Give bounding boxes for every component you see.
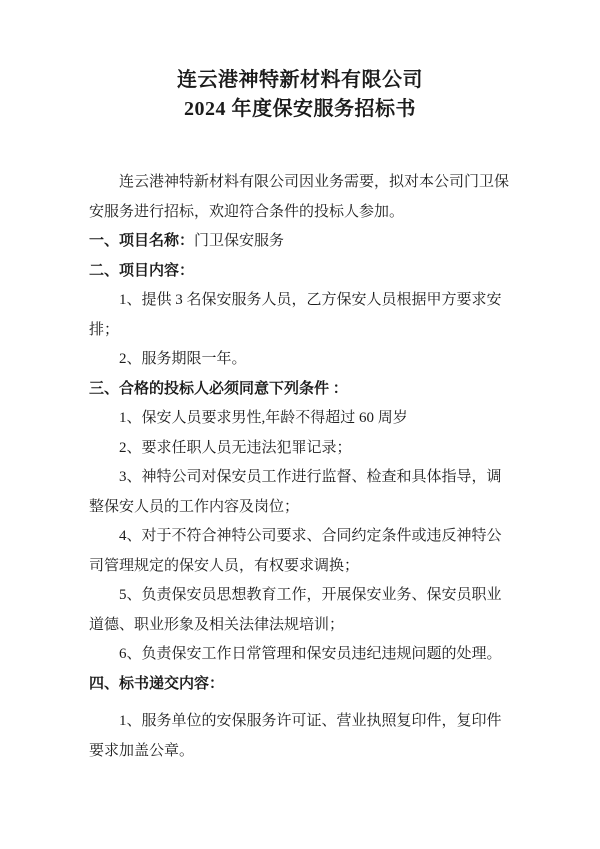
text-line (89, 286, 512, 316)
document-title-line1: 连云港神特新材料有限公司 (177, 69, 423, 91)
text-run: 4、对于不符合神特公司要求、合同约定条件或违反神特公 (119, 528, 502, 544)
document-title-line2: 2024 年度保安服务招标书 (184, 98, 416, 120)
section-heading-run: 三、合格的投标人必须同意下列条件 ： (89, 380, 348, 397)
text-line (89, 227, 512, 257)
text-line (89, 345, 512, 375)
text-run: 排； (89, 321, 120, 338)
text-run: 安服务进行招标，欢迎符合条件的投标人参加。 (89, 203, 405, 220)
text-run: 要求加盖公章。 (89, 742, 195, 759)
text-run: 1、保安人员要求男性,年龄不得超过 60 周岁 (119, 410, 408, 426)
text-run: 6、负责保安工作日常管理和保安员违纪违规问题的处理。 (119, 646, 502, 662)
section-heading-run: 一、项目名称： (89, 233, 195, 249)
text-run: 2、服务期限一年。 (119, 351, 247, 367)
text-run: 5、负责保安员思想教育工作，开展保安业务、保安员职业 (119, 587, 502, 603)
text-line (89, 707, 512, 737)
text-line (89, 168, 512, 198)
text-run: 2、要求任职人员无违法犯罪记录； (119, 439, 352, 456)
text-run: 门卫保安服务 (194, 233, 285, 249)
text-line (89, 493, 512, 523)
text-line (89, 404, 512, 434)
document-title (0, 0, 600, 124)
text-line (89, 522, 512, 552)
section-heading-run: 二、项目内容： (89, 262, 195, 279)
text-run: 3、神特公司对保安员工作进行监督、检查和具体指导，调 (119, 469, 502, 485)
text-run: 1、提供 3 名保安服务人员，乙方保安人员根据甲方要求安 (119, 292, 502, 308)
text-line (89, 375, 512, 405)
text-line (89, 463, 512, 493)
text-line (89, 198, 512, 228)
text-line (89, 670, 512, 700)
text-line (89, 611, 512, 641)
text-line (89, 257, 512, 287)
text-run: 司管理规定的保安人员，有权要求调换； (89, 557, 360, 574)
text-line (89, 581, 512, 611)
text-run: 整保安人员的工作内容及岗位； (89, 498, 300, 515)
text-line (89, 737, 512, 767)
text-line (89, 316, 512, 346)
section-heading-run: 四、标书递交内容： (89, 675, 225, 692)
text-line (89, 552, 512, 582)
text-run: 连云港神特新材料有限公司因业务需要，拟对本公司门卫保 (119, 174, 510, 190)
text-line (89, 434, 512, 464)
text-run: 1、服务单位的安保服务许可证、营业执照复印件，复印件 (119, 713, 502, 729)
text-line (89, 640, 512, 670)
document-body (0, 168, 600, 766)
text-run: 道德、职业形象及相关法律法规培训； (89, 616, 345, 633)
